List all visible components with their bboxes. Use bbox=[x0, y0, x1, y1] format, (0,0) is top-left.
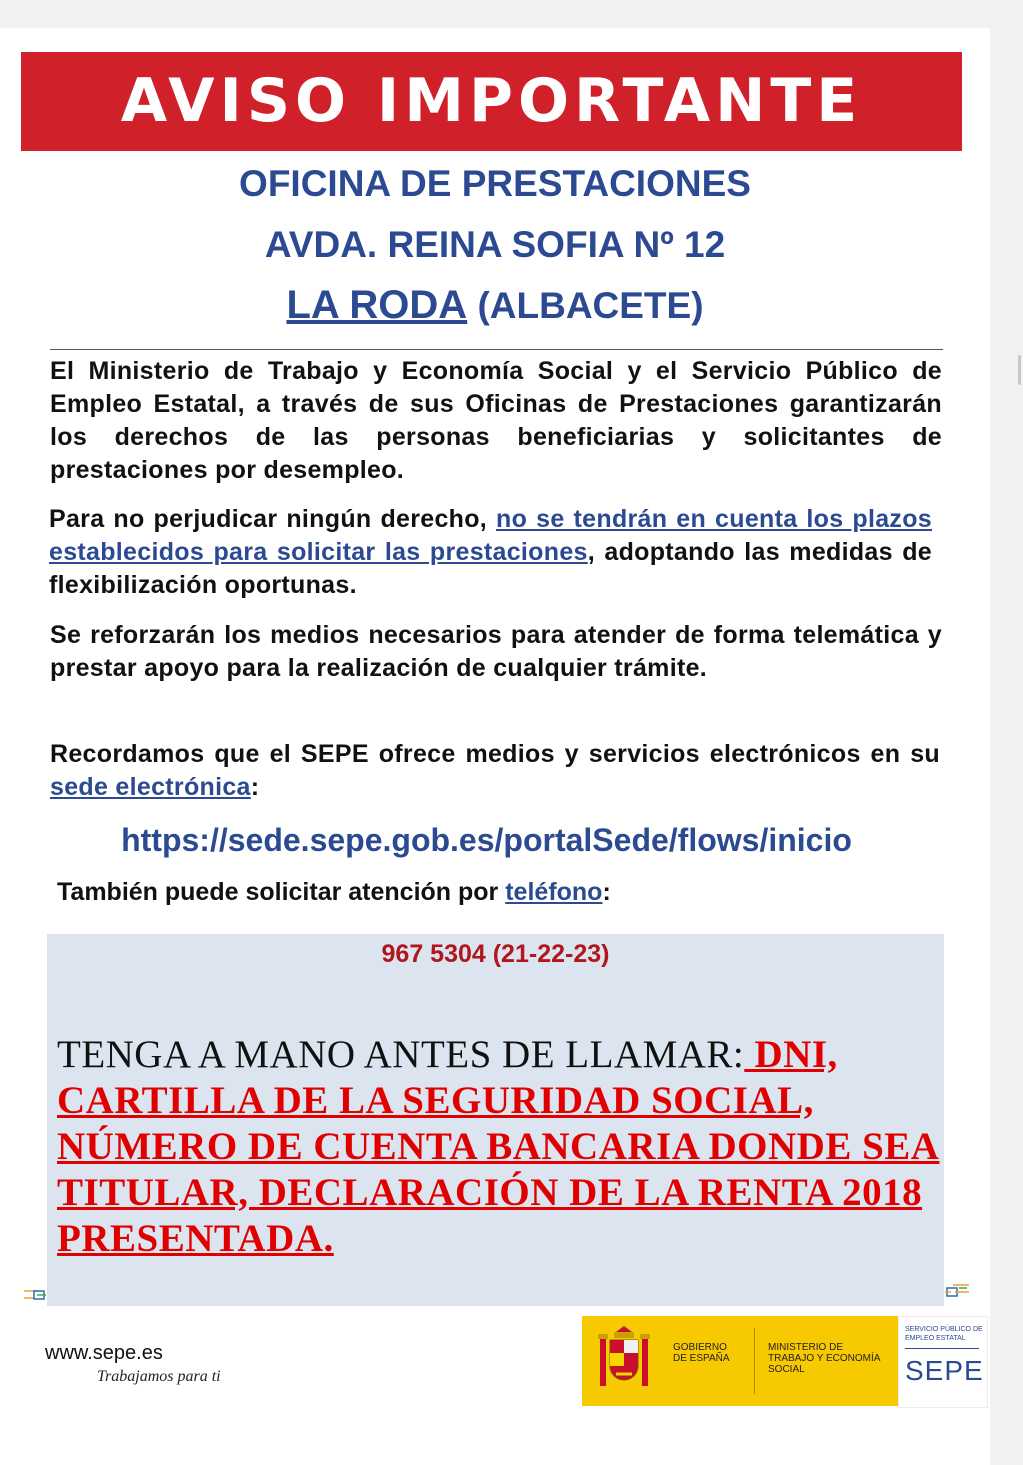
paperclip-left-icon bbox=[24, 1287, 48, 1303]
paragraph-sede-start: Recordamos que el SEPE ofrece medios y servicios electrónicos en su bbox=[50, 740, 940, 768]
sepe-logo-line bbox=[905, 1348, 979, 1349]
telephone-line-start: También puede solicitar atención por bbox=[57, 878, 506, 906]
deadlines-link[interactable]: no se tendrán en cuenta los plazos establecidos para solicitar las prestaciones bbox=[49, 505, 932, 566]
logo-separator bbox=[754, 1328, 755, 1394]
telephone-line-end: : bbox=[602, 878, 611, 906]
footer-website[interactable]: www.sepe.es bbox=[45, 1342, 163, 1364]
office-city bbox=[0, 283, 990, 328]
sede-link[interactable]: sede electrónica bbox=[50, 773, 251, 801]
footer-tagline: Trabajamos para ti bbox=[97, 1368, 221, 1385]
requirements-list: DNI, CARTILLA DE LA SEGURIDAD SOCIAL, NÚMERO DE CUENTA BANCARIA DONDE SEA TITULAR, DECLARACIÓN DE LA RENTA 2018 PRESENTADA. bbox=[57, 1033, 940, 1260]
requirements-notice bbox=[57, 1032, 942, 1262]
phone-number: 967 5304 (21-22-23) bbox=[381, 940, 610, 968]
divider bbox=[50, 349, 943, 350]
telephone-link[interactable]: teléfono bbox=[505, 878, 603, 906]
office-address: AVDA. REINA SOFIA Nº 12 bbox=[264, 224, 726, 265]
scrollbar[interactable] bbox=[1018, 355, 1021, 385]
ministerio-text: MINISTERIO DE TRABAJO Y ECONOMÍA SOCIAL bbox=[768, 1342, 880, 1375]
office-title: OFICINA DE PRESTACIONES bbox=[239, 163, 751, 204]
paragraph-deadlines bbox=[49, 503, 932, 602]
paperclip-right-icon bbox=[945, 1283, 969, 1299]
info-box bbox=[47, 934, 944, 1306]
city-name: LA RODA bbox=[286, 283, 468, 327]
paragraph-telematic: Se reforzarán los medios necesarios para atender de forma telemática y prestar apoyo para la realización de cualquier trámite. bbox=[50, 621, 942, 682]
banner-title: AVISO IMPORTANTE bbox=[21, 52, 962, 151]
sepe-logo bbox=[898, 1316, 988, 1408]
coat-of-arms-icon bbox=[594, 1324, 654, 1400]
requirements-prefix: TENGA A MANO ANTES DE LLAMAR: bbox=[57, 1033, 745, 1076]
sede-url[interactable]: https://sede.sepe.gob.es/portalSede/flows/inicio bbox=[121, 822, 852, 858]
paragraph-sede-end: : bbox=[250, 773, 260, 801]
sepe-acronym: SEPE bbox=[905, 1355, 984, 1386]
government-logo bbox=[582, 1316, 898, 1406]
gobierno-text: GOBIERNO DE ESPAÑA bbox=[673, 1342, 730, 1364]
paragraph-deadlines-start: Para no perjudicar ningún derecho, bbox=[49, 505, 497, 533]
province-name: (ALBACETE) bbox=[467, 285, 704, 326]
paragraph-sede bbox=[50, 738, 940, 804]
sepe-full-name: SERVICIO PÚBLICO DE EMPLEO ESTATAL bbox=[905, 1326, 983, 1342]
paragraph-deadlines-end: , adoptando las medidas de flexibilización oportunas. bbox=[49, 538, 932, 599]
telephone-line bbox=[57, 878, 611, 907]
paragraph-ministry: El Ministerio de Trabajo y Economía Social y el Servicio Público de Empleo Estatal, a través de sus Oficinas de Prestaciones garantizarán los derechos de las personas beneficiarias y solicitantes de prestaciones por desempleo. bbox=[50, 357, 942, 484]
